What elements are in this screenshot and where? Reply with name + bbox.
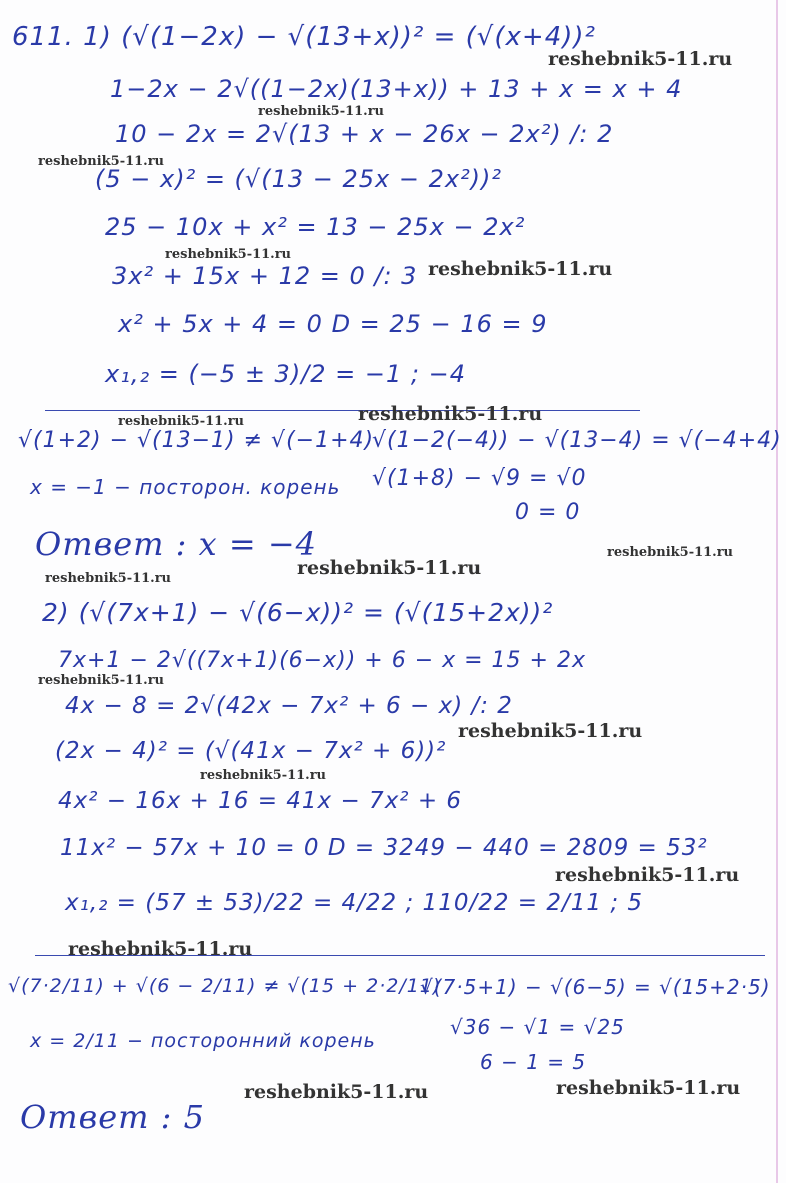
watermark: reshebnik5-11.ru: [45, 571, 172, 586]
watermark: reshebnik5-11.ru: [200, 768, 327, 783]
p1-check-left-1: √(1+2) − √(13−1) ≠ √(−1+4): [18, 428, 375, 453]
watermark: reshebnik5-11.ru: [38, 673, 165, 688]
p1-check-left-2: x = −1 − посторон. корень: [30, 475, 341, 499]
p2-check-right-1: √(7·5+1) − √(6−5) = √(15+2·5): [420, 975, 771, 999]
p2-answer: Ответ : 5: [20, 1098, 205, 1136]
p2-line-4: (2x − 4)² = (√(41x − 7x² + 6))²: [55, 738, 447, 764]
watermark: reshebnik5-11.ru: [68, 938, 253, 960]
p1-check-right-2: √(1+8) − √9 = √0: [372, 466, 587, 491]
p2-line-3: 4x − 8 = 2√(42x − 7x² + 6 − x) /: 2: [65, 693, 513, 719]
watermark: reshebnik5-11.ru: [118, 414, 245, 429]
p1-line-7: x² + 5x + 4 = 0 D = 25 − 16 = 9: [118, 310, 548, 338]
watermark: reshebnik5-11.ru: [548, 48, 733, 70]
p2-line-7: x₁,₂ = (57 ± 53)/22 = 4/22 ; 110/22 = 2/11 ; 5: [65, 890, 644, 916]
p2-line-1: 2) (√(7x+1) − √(6−x))² = (√(15+2x))²: [42, 598, 554, 627]
p2-check-right-3: 6 − 1 = 5: [480, 1050, 587, 1074]
watermark: reshebnik5-11.ru: [297, 557, 482, 579]
p2-check-left-1: √(7·2/11) + √(6 − 2/11) ≠ √(15 + 2·2/11): [8, 975, 442, 997]
p1-line-8: x₁,₂ = (−5 ± 3)/2 = −1 ; −4: [105, 360, 467, 388]
watermark: reshebnik5-11.ru: [607, 545, 734, 560]
separator-1: [45, 410, 640, 411]
p1-line-3: 10 − 2x = 2√(13 + x − 26x − 2x²) /: 2: [115, 120, 614, 148]
watermark: reshebnik5-11.ru: [38, 154, 165, 169]
p2-check-left-2: x = 2/11 − посторонний корень: [30, 1030, 376, 1052]
watermark: reshebnik5-11.ru: [555, 864, 740, 886]
watermark: reshebnik5-11.ru: [165, 247, 292, 262]
watermark: reshebnik5-11.ru: [244, 1081, 429, 1103]
p1-check-right-3: 0 = 0: [515, 500, 581, 525]
p2-check-right-2: √36 − √1 = √25: [450, 1015, 625, 1039]
p1-line-4: (5 − x)² = (√(13 − 25x − 2x²))²: [95, 165, 503, 193]
watermark: reshebnik5-11.ru: [358, 403, 543, 425]
p2-line-5: 4x² − 16x + 16 = 41x − 7x² + 6: [58, 788, 463, 814]
watermark: reshebnik5-11.ru: [556, 1077, 741, 1099]
watermark: reshebnik5-11.ru: [428, 258, 613, 280]
p1-answer: Ответ : x = −4: [35, 525, 317, 563]
p1-line-5: 25 − 10x + x² = 13 − 25x − 2x²: [105, 213, 526, 241]
p2-line-6: 11x² − 57x + 10 = 0 D = 3249 − 440 = 2809 = 53²: [60, 835, 708, 861]
p1-line-2: 1−2x − 2√((1−2x)(13+x)) + 13 + x = x + 4: [110, 75, 683, 103]
p1-line-6: 3x² + 15x + 12 = 0 /: 3: [112, 262, 418, 290]
p1-line-1: 611. 1) (√(1−2x) − √(13+x))² = (√(x+4))²: [12, 22, 596, 52]
p2-line-2: 7x+1 − 2√((7x+1)(6−x)) + 6 − x = 15 + 2x: [58, 648, 586, 673]
p1-check-right-1: √(1−2(−4)) − √(13−4) = √(−4+4): [372, 428, 782, 453]
watermark: reshebnik5-11.ru: [258, 104, 385, 119]
margin-line: [776, 0, 778, 1183]
watermark: reshebnik5-11.ru: [458, 720, 643, 742]
